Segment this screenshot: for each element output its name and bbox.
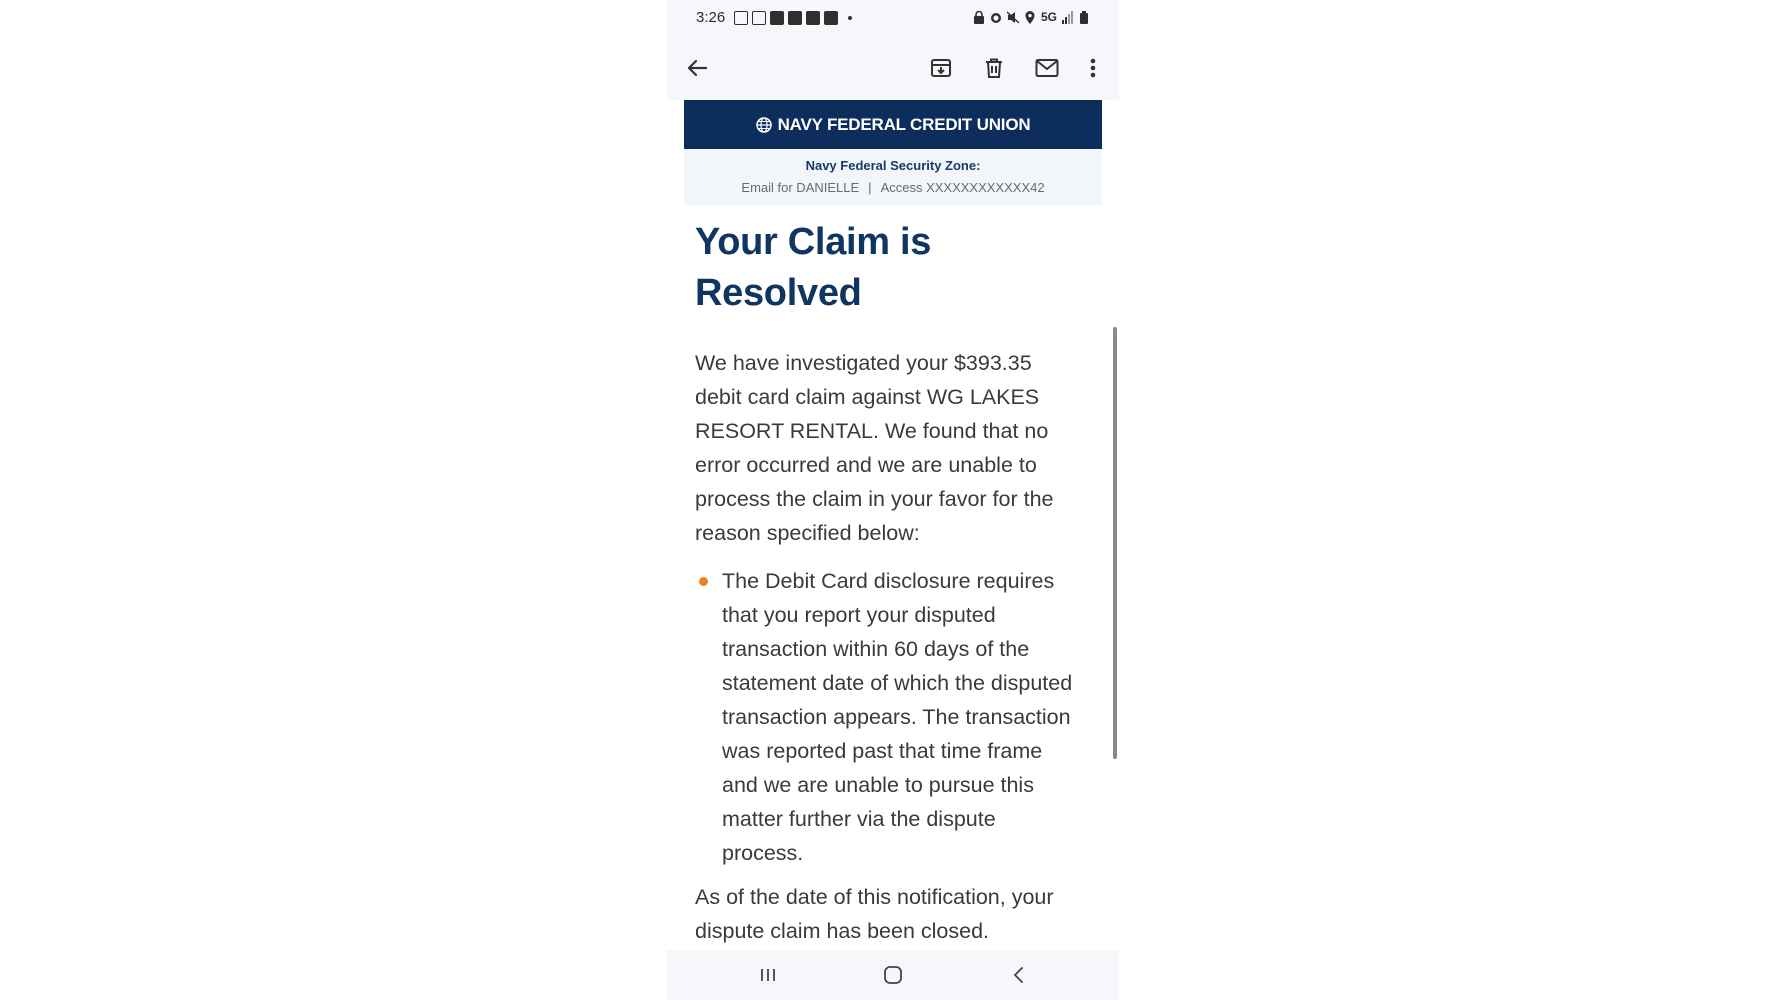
network-label: 5G xyxy=(1040,10,1057,24)
lock-icon xyxy=(973,11,985,24)
system-icons xyxy=(973,10,1091,24)
reason-text: The Debit Card disclosure requires that you report your disputed transaction within 60 days of the statement date of which the disputed transaction appears. The transaction was reported past that time frame and we are unable to pursue this matter further via the dispute process. xyxy=(722,569,1073,865)
inbox-app-icon xyxy=(824,11,838,25)
recent-apps-icon[interactable] xyxy=(754,962,782,988)
app-icon xyxy=(770,11,784,25)
notification-icons xyxy=(734,11,852,25)
battery-icon xyxy=(1079,11,1091,24)
mute-icon xyxy=(1007,11,1019,24)
email-toolbar xyxy=(667,36,1119,100)
access-number: Access XXXXXXXXXXXX42 xyxy=(880,180,1045,195)
claim-heading: Your Claim is Resolved xyxy=(695,221,932,314)
email-content xyxy=(695,217,1075,948)
closing-paragraph: As of the date of this notification, your dispute claim has been closed. xyxy=(695,885,1054,943)
phone-screen xyxy=(667,0,1119,1000)
alarm-icon xyxy=(990,11,1002,24)
signal-icon xyxy=(1062,11,1074,24)
delete-icon[interactable] xyxy=(980,54,1008,82)
more-notifications-dot xyxy=(848,16,852,20)
recipient-name: Email for DANIELLE xyxy=(741,180,860,195)
more-vert-icon[interactable] xyxy=(1079,54,1107,82)
reason-list xyxy=(695,564,1075,870)
nav-back-icon[interactable] xyxy=(1005,962,1033,988)
brand-banner xyxy=(684,100,1102,149)
app-icon xyxy=(788,11,802,25)
list-item xyxy=(695,564,1075,870)
security-zone-title: Navy Federal Security Zone: xyxy=(805,158,981,173)
globe-icon xyxy=(756,117,772,133)
archive-icon[interactable] xyxy=(927,54,955,82)
app-icon xyxy=(806,11,820,25)
location-icon xyxy=(1024,11,1036,24)
status-time: 3:26 xyxy=(696,9,726,26)
brand-name: NAVY FEDERAL CREDIT UNION xyxy=(777,114,1031,134)
back-arrow-icon[interactable] xyxy=(683,54,711,82)
security-zone-details xyxy=(684,180,1102,195)
investigation-paragraph: We have investigated your $393.35 debit card claim against WG LAKES RESORT RENTAL. We found that no error occurred and we are unable to process the claim in your favor for the reason specified below: xyxy=(695,351,1054,545)
separator: | xyxy=(868,180,872,195)
news-icon xyxy=(752,11,766,25)
system-nav-bar xyxy=(667,950,1119,1000)
scrollbar[interactable] xyxy=(1113,327,1117,759)
status-bar xyxy=(667,0,1119,36)
bullet-icon xyxy=(699,577,708,586)
email-body[interactable] xyxy=(667,100,1119,950)
calendar-icon xyxy=(734,11,748,25)
home-icon[interactable] xyxy=(879,962,907,988)
security-zone xyxy=(684,149,1102,205)
mark-unread-icon[interactable] xyxy=(1033,54,1061,82)
